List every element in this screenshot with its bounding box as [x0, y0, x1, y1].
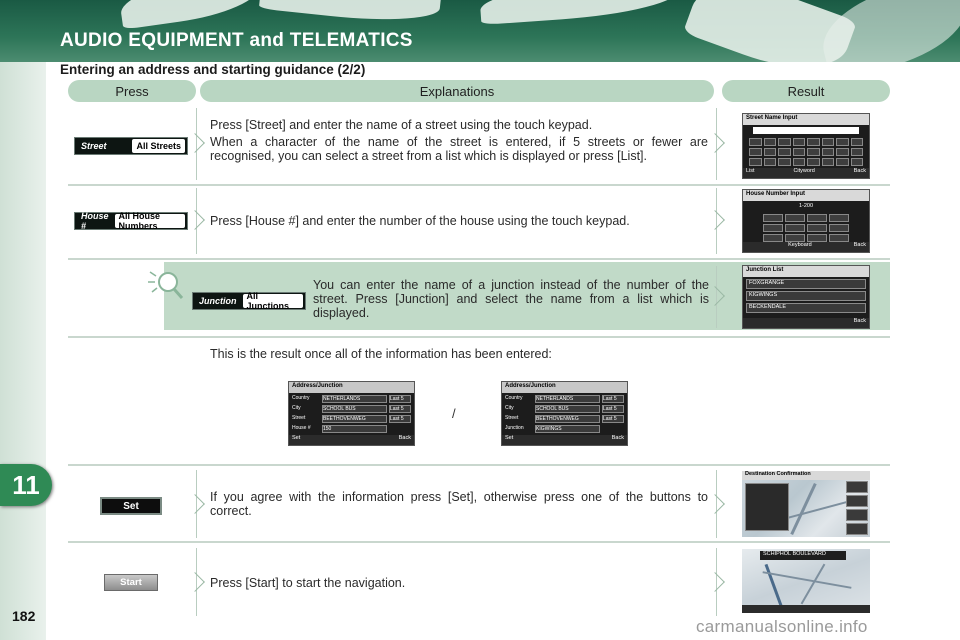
start-button: Start: [104, 574, 158, 591]
row-divider: [68, 184, 890, 186]
screen-title: Address/Junction: [292, 383, 343, 389]
chevron-right-icon: [185, 572, 205, 592]
junction-button: [192, 292, 306, 310]
set-explanation: If you agree with the information press [Set], otherwise press one of the buttons to correct.: [210, 490, 708, 518]
screen-cityword-button: Cityword: [793, 168, 815, 174]
all-junctions-button: All Junctions: [243, 294, 304, 308]
screen-title: SCHIPHOL BOULEVARD: [760, 551, 846, 560]
magnifier-tip-icon: [146, 268, 186, 302]
junction-list-item: KIGWINGS: [746, 291, 866, 301]
leaf-decoration: [479, 0, 681, 25]
junction-list-item: BECKENDALE: [746, 303, 866, 313]
screen-title: Junction List: [746, 267, 784, 273]
chevron-right-icon: [185, 133, 205, 153]
leaf-decoration: [259, 0, 441, 27]
chevron-right-icon: [185, 494, 205, 514]
house-range: 1-200: [798, 203, 814, 209]
all-house-numbers-button: All House Numbers: [115, 214, 185, 228]
screen-keyboard-button: Keyboard: [788, 242, 812, 248]
all-streets-button: All Streets: [132, 139, 185, 153]
row-divider: [68, 336, 890, 338]
address-screen-house: [288, 381, 415, 446]
screen-back-button: Back: [611, 435, 624, 441]
address-fields: Country NETHERLANDS Last 5 City SCHOOL BUS Last 5 Street BEETHOVENWEG Last 5 Junction KIGWINGS: [502, 393, 627, 435]
column-header-result: Result: [722, 80, 890, 102]
screen-back-button: Back: [853, 242, 866, 248]
screen-side-buttons: [846, 481, 868, 535]
house-input-screen: [742, 189, 870, 253]
screen-back-button: Back: [398, 435, 411, 441]
junction-list-item: FOXGRANGE: [746, 279, 866, 289]
leaf-decoration: [118, 0, 262, 30]
set-button: Set: [100, 497, 162, 515]
row-divider: [68, 541, 890, 543]
screen-back-button: Back: [853, 168, 866, 174]
left-margin-bar: [0, 62, 46, 640]
house-explanation: Press [House #] and enter the number of the house using the touch keypad.: [210, 214, 630, 228]
chevron-right-icon: [705, 572, 725, 592]
screen-title: Destination Confirmation: [742, 471, 870, 480]
junction-list-screen: [742, 265, 870, 329]
screen-set-button: Set: [292, 435, 301, 441]
destination-info-panel: [745, 483, 789, 531]
house-button-label: House #: [81, 211, 109, 231]
street-explanation-1: Press [Street] and enter the name of a street using the touch keypad.: [210, 118, 593, 132]
page-title: AUDIO EQUIPMENT and TELEMATICS: [60, 30, 413, 51]
address-fields: Country NETHERLANDS Last 5 City SCHOOL BUS Last 5 Street BEETHOVENWEG Last 5 House # 150: [289, 393, 414, 435]
junction-button-label: Junction: [199, 296, 237, 306]
street-button: [74, 137, 188, 155]
result-explanation: This is the result once all of the information has been entered:: [210, 347, 552, 361]
section-title: Entering an address and starting guidance (2/2): [60, 62, 366, 77]
street-explanation: [210, 118, 708, 166]
screen-list-button: List: [746, 168, 755, 174]
row-divider: [68, 258, 890, 260]
page-header: [0, 0, 960, 62]
page-number: 182: [12, 608, 36, 624]
screen-back-button: Back: [853, 318, 866, 324]
map-status-bar: [742, 605, 870, 613]
watermark: carmanualsonline.info: [696, 617, 868, 636]
address-screen-junction: [501, 381, 628, 446]
street-explanation-2: When a character of the name of the street is entered, if 5 streets or fewer are recognised, you can select a street from a list which is displayed or press [List].: [210, 135, 708, 163]
column-header-press: Press: [68, 80, 196, 102]
touch-keypad: [743, 134, 869, 170]
screen-title: Address/Junction: [505, 383, 556, 389]
house-number-button: [74, 212, 188, 230]
street-input-screen: [742, 113, 870, 179]
chapter-tab: 11: [0, 464, 52, 506]
screen-set-button: Set: [505, 435, 514, 441]
result-separator: /: [452, 406, 456, 421]
number-keypad: [743, 212, 869, 244]
chevron-right-icon: [705, 494, 725, 514]
leaf-decoration: [813, 0, 960, 62]
column-header-explanations: Explanations: [200, 80, 714, 102]
chevron-right-icon: [705, 133, 725, 153]
text-input-field: [753, 127, 859, 134]
screen-title: Street Name Input: [746, 115, 798, 121]
row-divider: [68, 464, 890, 466]
navigation-map-screen: [742, 549, 870, 613]
junction-explanation: You can enter the name of a junction instead of the number of the street. Press [Junction] and select the name from a list which is displayed.: [313, 278, 709, 320]
start-explanation: Press [Start] to start the navigation.: [210, 576, 406, 590]
chevron-right-icon: [185, 210, 205, 230]
street-button-label: Street: [81, 141, 107, 151]
screen-title: House Number Input: [746, 191, 806, 197]
destination-confirmation-screen: [742, 471, 870, 537]
